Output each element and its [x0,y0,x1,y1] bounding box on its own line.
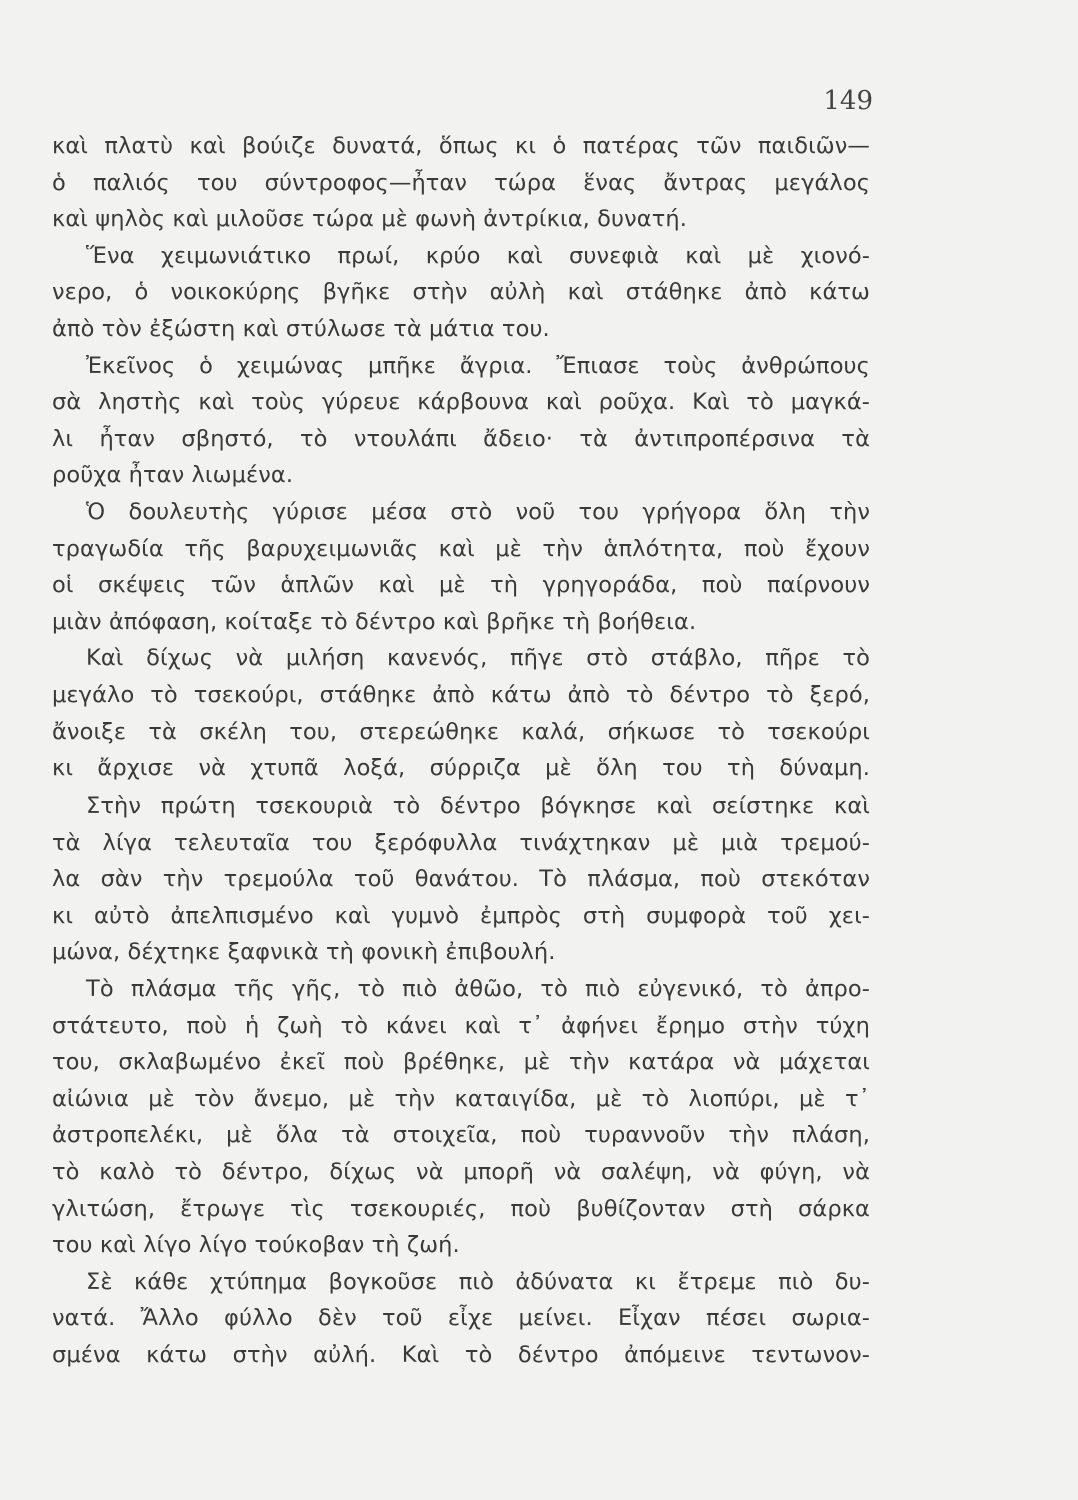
text-line: σμένα κάτω στὴν αὐλή. Καὶ τὸ δέντρο ἀπόμεινε τεντωνον- [52,1341,870,1368]
text-line: μώνα, δέχτηκε ξαφνικὰ τὴ φονικὴ ἐπιβουλή. [52,939,556,966]
text-line: κι ἄρχισε νὰ χτυπᾶ λοξά, σύρριζα μὲ ὅλη του τὴ δύναμη. [52,755,870,782]
text-line: καὶ ψηλὸς καὶ μιλοῦσε τώρα μὲ φωνὴ ἀντρίκια, δυνατή. [52,206,688,233]
text-line: νερο, ὁ νοικοκύρης βγῆκε στὴν αὐλὴ καὶ στάθηκε ἀπὸ κάτω [52,279,870,306]
text-line: Ὁ δουλευτὴς γύρισε μέσα στὸ νοῦ του γρήγορα ὅλη τὴν [86,498,870,525]
text-line: οἱ σκέψεις τῶν ἁπλῶν καὶ μὲ τὴ γρηγοράδα, ποὺ παίρνουν [52,572,870,599]
text-line: Ἐκεῖνος ὁ χειμώνας μπῆκε ἄγρια. Ἔπιασε τοὺς ἀνθρώπους [86,352,870,379]
text-line: καὶ πλατὺ καὶ βούιζε δυνατά, ὅπως κι ὁ πατέρας τῶν παιδιῶν— [52,133,870,159]
text-line: Στὴν πρώτη τσεκουριὰ τὸ δέντρο βόγκησε καὶ σείστηκε καὶ [86,793,870,819]
text-line: τὸ καλὸ τὸ δέντρο, δίχως νὰ μπορῆ νὰ σαλέψη, νὰ φύγη, νὰ [52,1158,870,1185]
text-line: ἄνοιξε τὰ σκέλη του, στερεώθηκε καλά, σήκωσε τὸ τσεκούρι [52,718,870,745]
text-line: στάτευτο, ποὺ ἡ ζωὴ τὸ κάνει καὶ τ᾽ ἀφήνει ἔρημο στὴν τύχη [52,1012,870,1039]
text-line: ροῦχα ἦταν λιωμένα. [52,462,294,489]
text-line: μιὰν ἀπόφαση, κοίταξε τὸ δέντρο καὶ βρῆκε τὴ βοήθεια. [52,608,697,635]
text-line: λι ἦταν σβηστό, τὸ ντουλάπι ἄδειο· τὰ ἀντιπροπέρσινα τὰ [52,425,870,452]
text-line: του, σκλαβωμένο ἐκεῖ ποὺ βρέθηκε, μὲ τὴν κατάρα νὰ μάχεται [52,1049,870,1076]
text-line: Καὶ δίχως νὰ μιλήση κανενός, πῆγε στὸ στάβλο, πῆρε τὸ [86,645,870,672]
text-line: κι αὐτὸ ἀπελπισμένο καὶ γυμνὸ ἐμπρὸς στὴ συμφορὰ τοῦ χει- [52,902,870,929]
text-line: μεγάλο τὸ τσεκούρι, στάθηκε ἀπὸ κάτω ἀπὸ τὸ δέντρο τὸ ξερό, [52,681,870,708]
text-line: ἀπὸ τὸν ἐξώστη καὶ στύλωσε τὰ μάτια του. [52,315,550,342]
text-line: νατά. Ἄλλο φύλλο δὲν τοῦ εἶχε μείνει. Εἶχαν πέσει σωρια- [52,1305,870,1332]
text-line: του καὶ λίγο λίγο τούκοβαν τὴ ζωή. [52,1232,460,1259]
text-line: Ἕνα χειμωνιάτικο πρωί, κρύο καὶ συνεφιὰ καὶ μὲ χιονό- [86,242,870,269]
page-number: 149 [823,86,873,116]
text-line: ὁ παλιός του σύντροφος—ἦταν τώρα ἕνας ἄντρας μεγάλος [52,169,870,196]
text-block-1 [52,128,870,787]
text-line: λα σὰν τὴν τρεμούλα τοῦ θανάτου. Τὸ πλάσμα, ποὺ στεκόταν [52,866,870,893]
text-line: Τὸ πλάσμα τῆς γῆς, τὸ πιὸ ἀθῶο, τὸ πιὸ εὐγενικό, τὸ ἀπρο- [86,975,870,1002]
text-line: γλιτώση, ἔτρωγε τὶς τσεκουριές, ποὺ βυθίζονταν στὴ σάρκα [52,1195,870,1222]
text-line: αἰώνια μὲ τὸν ἄνεμο, μὲ τὴν καταιγίδα, μὲ τὸ λιοπύρι, μὲ τ᾽ [52,1085,870,1112]
text-line: σὰ ληστὴς καὶ τοὺς γύρευε κάρβουνα καὶ ροῦχα. Καὶ τὸ μαγκά- [52,389,870,416]
text-line: Σὲ κάθε χτύπημα βογκοῦσε πιὸ ἀδύνατα κι ἔτρεμε πιὸ δυ- [86,1268,870,1295]
text-block-2 [52,788,870,1374]
text-line: τὰ λίγα τελευταῖα του ξερόφυλλα τινάχτηκαν μὲ μιὰ τρεμού- [52,829,870,856]
text-line: τραγωδία τῆς βαρυχειμωνιᾶς καὶ μὲ τὴν ἁπλότητα, ποὺ ἔχουν [52,535,870,562]
text-line: ἀστροπελέκι, μὲ ὅλα τὰ στοιχεῖα, ποὺ τυραννοῦν τὴν πλάση, [52,1122,870,1149]
